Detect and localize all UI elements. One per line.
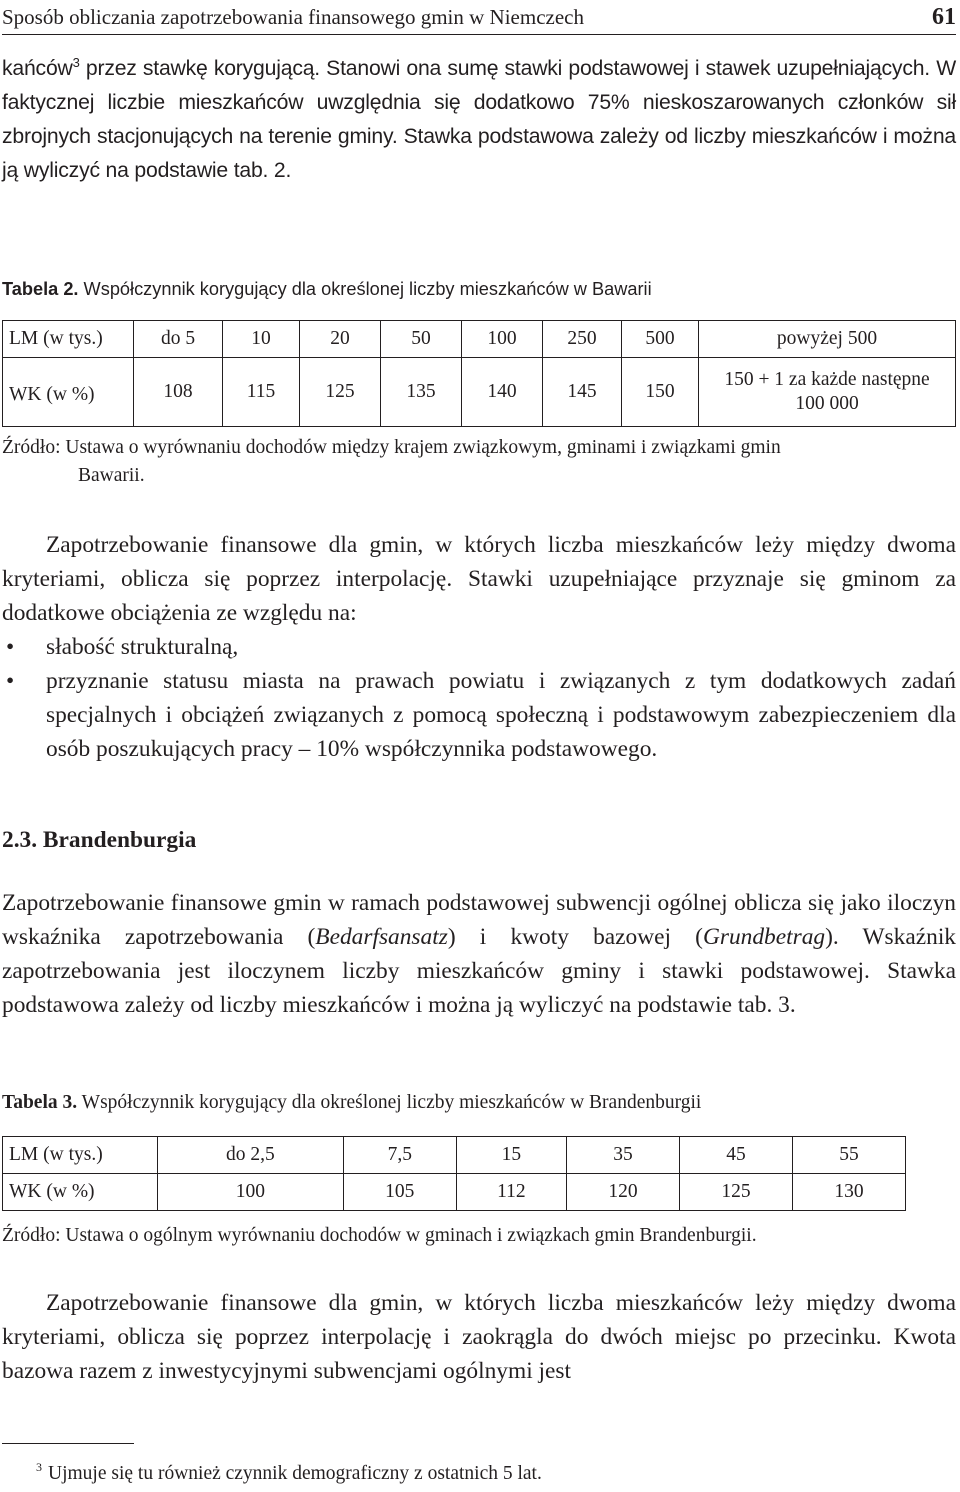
bullet-list bbox=[2, 630, 956, 766]
term-grundbetrag: Grundbetrag bbox=[702, 924, 826, 950]
table-cell-multiline bbox=[699, 358, 956, 427]
table-cell: do 5 bbox=[134, 321, 223, 358]
table-cell: 10 bbox=[223, 321, 300, 358]
footnote-reference: 3 bbox=[72, 55, 80, 70]
table-2-source-line-2: Bawarii. bbox=[78, 465, 145, 486]
footnote-text: Ujmuje się tu również czynnik demograficzny z ostatnich 5 lat. bbox=[48, 1463, 542, 1484]
table-row bbox=[3, 1137, 906, 1174]
paragraph-1-start: kańców bbox=[2, 57, 73, 80]
running-header-title: Sposób obliczania zapotrzebowania finansowego gmin w Niemczech bbox=[2, 4, 584, 29]
table-3-source: Źródło: Ustawa o ogólnym wyrównaniu dochodów w gminach i związkach gmin Brandenburgii. bbox=[2, 1225, 757, 1246]
list-item bbox=[2, 630, 956, 664]
table-cell: 150 bbox=[622, 358, 699, 427]
table-2-caption bbox=[2, 276, 956, 302]
table-cell: 100 bbox=[462, 321, 543, 358]
table-row bbox=[3, 1174, 906, 1211]
bullet-marker: • bbox=[6, 634, 15, 660]
table-2-source bbox=[2, 434, 956, 490]
paragraph-1 bbox=[2, 52, 956, 188]
table-cell: 130 bbox=[792, 1174, 905, 1211]
list-item-text: słabość strukturalną, bbox=[46, 634, 239, 660]
table-cell: 250 bbox=[543, 321, 622, 358]
footnote-number: 3 bbox=[36, 1460, 42, 1474]
table-cell: 108 bbox=[134, 358, 223, 427]
table-2-caption-text: Współczynnik korygujący dla określonej liczby mieszkańców w Bawarii bbox=[78, 279, 652, 299]
table-cell: 55 bbox=[792, 1137, 905, 1174]
table-2-row-1-label: LM (w tys.) bbox=[3, 321, 134, 358]
table-cell-line-2: 100 000 bbox=[795, 393, 859, 414]
table-row bbox=[3, 358, 956, 427]
table-3 bbox=[2, 1136, 906, 1211]
table-cell: 145 bbox=[543, 358, 622, 427]
paragraph-1-rest: przez stawkę korygującą. Stanowi ona sumę stawki podstawowej i stawek uzupełniających. W faktycznej liczbie mieszkańców uwzględnia się dodatkowo 75% nieskoszarowanych członków sił zbrojnych stacjonujących na terenie gminy. Stawka podstawowa zależy od liczby mieszkańców i można ją wyliczyć na podstawie tab. 2. bbox=[2, 57, 956, 182]
table-cell: 20 bbox=[300, 321, 381, 358]
table-cell: 7,5 bbox=[343, 1137, 456, 1174]
table-cell: 15 bbox=[456, 1137, 566, 1174]
footnote bbox=[36, 1460, 542, 1488]
table-cell: 135 bbox=[381, 358, 462, 427]
page-number: 61 bbox=[932, 3, 956, 30]
running-header bbox=[2, 0, 956, 35]
table-3-caption bbox=[2, 1090, 956, 1116]
table-cell: 140 bbox=[462, 358, 543, 427]
table-3-row-1-label: LM (w tys.) bbox=[3, 1137, 158, 1174]
table-cell: 45 bbox=[680, 1137, 793, 1174]
term-bedarfsansatz: Bedarfsansatz bbox=[315, 924, 448, 950]
table-2-source-line-1: Źródło: Ustawa o wyrównaniu dochodów między krajem związkowym, gminami i związkami gmin bbox=[2, 437, 781, 458]
table-cell: 50 bbox=[381, 321, 462, 358]
table-cell: powyżej 500 bbox=[699, 321, 956, 358]
paragraph-3 bbox=[2, 886, 956, 1022]
table-cell: do 2,5 bbox=[158, 1137, 344, 1174]
footnote-divider bbox=[2, 1443, 134, 1444]
table-2-row-2-label: WK (w %) bbox=[3, 358, 134, 427]
section-heading: 2.3. Brandenburgia bbox=[2, 827, 197, 853]
table-cell: 500 bbox=[622, 321, 699, 358]
list-item-text: przyznanie statusu miasta na prawach powiatu i związanych z tym dodatkowych zadań specjalnych i obciążeń związanych z pomocą społeczną i podstawowym zabezpieczeniem dla osób poszukujących pracy – 10% współczynnika podstawowego. bbox=[46, 668, 956, 762]
table-cell: 112 bbox=[456, 1174, 566, 1211]
table-cell: 105 bbox=[343, 1174, 456, 1211]
paragraph-2: Zapotrzebowanie finansowe dla gmin, w których liczba mieszkańców leży między dwoma kryteriami, oblicza się poprzez interpolację. Stawki uzupełniające przyznaje się gminom za dodatkowe obciążenia ze względu na: bbox=[2, 532, 956, 626]
paragraph-4: Zapotrzebowanie finansowe dla gmin, w których liczba mieszkańców leży między dwoma kryteriami, oblicza się poprzez interpolację i zaokrągla do dwóch miejsc po przecinku. Kwota bazowa razem z inwestycyjnymi subwencjami ogólnymi jest bbox=[2, 1290, 956, 1384]
table-cell: 100 bbox=[158, 1174, 344, 1211]
bullet-marker: • bbox=[6, 668, 15, 694]
table-3-row-2-label: WK (w %) bbox=[3, 1174, 158, 1211]
table-cell-line-1: 150 + 1 za każde następne bbox=[724, 369, 930, 390]
table-3-caption-text: Współczynnik korygujący dla określonej liczby mieszkańców w Brandenburgii bbox=[77, 1092, 702, 1113]
list-item bbox=[2, 664, 956, 766]
table-2-caption-label: Tabela 2. bbox=[2, 279, 79, 299]
table-row bbox=[3, 321, 956, 358]
paragraph-3-a: Zapotrzebowanie finansowe gmin w ramach podstawowej subwencji ogólnej oblicza się jako iloczyn wskaźnika zapotrzebowania ( bbox=[2, 890, 956, 950]
table-cell: 125 bbox=[300, 358, 381, 427]
table-cell: 120 bbox=[567, 1174, 680, 1211]
paragraph-3-c: ). Wskaźnik zapotrzebowania jest iloczynem liczby mieszkańców gminy i stawki podstawowej. Stawka podstawowa zależy od liczby mieszkańców i można ją wyliczyć na podstawie tab. 3. bbox=[2, 924, 957, 1018]
table-cell: 125 bbox=[680, 1174, 793, 1211]
table-3-caption-label: Tabela 3. bbox=[2, 1092, 78, 1113]
table-2 bbox=[2, 320, 956, 427]
table-cell: 115 bbox=[223, 358, 300, 427]
paragraph-3-b: ) i kwoty bazowej ( bbox=[447, 924, 703, 950]
table-cell: 35 bbox=[567, 1137, 680, 1174]
